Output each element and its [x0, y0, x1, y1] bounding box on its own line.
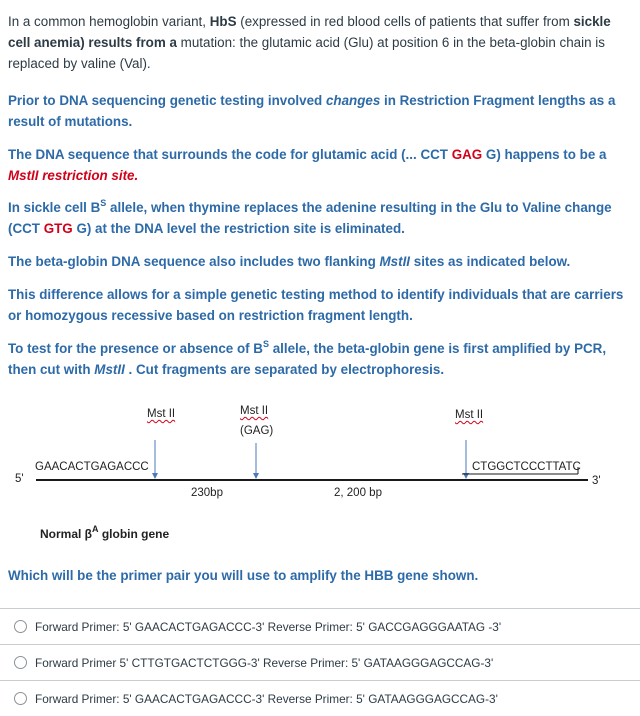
- p3-sup: S: [100, 197, 107, 208]
- p4-text-a: The beta-globin DNA sequence also includes two flanking: [8, 254, 380, 269]
- p6-mstii: MstII: [94, 362, 125, 377]
- paragraph-pcr: [8, 338, 632, 380]
- intro-text-4: mutation: the glutamic acid (Glu) at position 6 in the beta-globin chain is replaced by valine (Val).: [8, 35, 605, 71]
- p6-sup: S: [262, 338, 269, 349]
- site3-label: [455, 409, 483, 421]
- caption-text-b: globin gene: [98, 527, 170, 541]
- answer-option-2[interactable]: [0, 644, 640, 680]
- p2-mstii-site: MstII restriction site.: [8, 168, 139, 183]
- p3-text-b: allele, when thymine replaces the adenine resulting in the Glu to Valine change (CCT: [8, 200, 612, 236]
- hbs-term: HbS: [209, 14, 237, 29]
- site2-label-text: Mst II: [240, 405, 269, 417]
- paragraph-dna-sequence: [8, 144, 632, 186]
- p4-mstii: MstII: [379, 254, 411, 269]
- p4-text-c: sites as indicated below.: [410, 254, 571, 269]
- paragraph-rflp: [8, 90, 632, 132]
- answer-option-label: Forward Primer: 5' GAACACTGAGACCC-3' Reverse Primer: 5' GATAAGGGAGCCAG-3': [35, 691, 498, 706]
- p2-gag: GAG: [451, 147, 483, 162]
- p3-text-a: In sickle cell B: [8, 200, 101, 215]
- p6-text-b: allele, the beta-globin gene is first amplified by PCR, then cut with: [8, 341, 607, 377]
- radio-button[interactable]: [14, 656, 27, 669]
- site2-arrow-head: [253, 473, 259, 479]
- left-sequence: GAACACTGAGACCC: [35, 461, 149, 473]
- site1-label: [147, 408, 175, 420]
- answer-option-3[interactable]: [0, 680, 640, 716]
- gene-caption: [40, 524, 170, 541]
- question-text: Which will be the primer pair you will use to amplify the HBB gene shown.: [8, 568, 479, 583]
- paragraph-testing-method: [8, 284, 632, 326]
- radio-button[interactable]: [14, 692, 27, 705]
- radio-button[interactable]: [14, 620, 27, 633]
- p6-text-d: . Cut fragments are separated by electrophoresis.: [124, 362, 445, 377]
- p5-text: This difference allows for a simple genetic testing method to identify individuals that are carriers or homozygous recessive based on restriction fragment length.: [8, 287, 624, 323]
- three-prime-label: 3': [592, 475, 601, 487]
- fragment2-size: 2, 200 bp: [334, 487, 382, 499]
- right-sequence: CTGGCTCCCTTATC: [472, 461, 581, 473]
- site2-label: [240, 405, 268, 417]
- p6-text-a: To test for the presence or absence of B: [8, 341, 263, 356]
- paragraph-flanking-sites: [8, 251, 632, 272]
- caption-sup: A: [92, 524, 99, 534]
- answer-option-1[interactable]: [0, 608, 640, 644]
- caption-text-a: Normal β: [40, 527, 93, 541]
- site1-label-text: Mst II: [147, 408, 176, 420]
- intro-text-3: sickle cell anemia) results from a: [8, 14, 611, 50]
- five-prime-label: 5': [15, 473, 24, 485]
- answer-option-label: Forward Primer: 5' GAACACTGAGACCC-3' Reverse Primer: 5' GACCGAGGGAATAG -3': [35, 619, 502, 634]
- paragraph-sickle-allele: [8, 197, 632, 239]
- p1-text-a: Prior to DNA sequencing genetic testing involved: [8, 93, 326, 108]
- p3-gtg: GTG: [43, 221, 73, 236]
- p3-text-d: G) at the DNA level the restriction site is eliminated.: [72, 221, 405, 236]
- p1-changes: changes: [325, 93, 381, 108]
- intro-paragraph: [8, 11, 632, 74]
- p2-text-a: The DNA sequence that surrounds the code for glutamic acid (... CCT: [8, 147, 452, 162]
- fragment1-size: 230bp: [191, 487, 223, 499]
- p2-text-c: G) happens to be a: [482, 147, 607, 162]
- site2-sublabel: (GAG): [240, 425, 274, 437]
- intro-text-2: (expressed in red blood cells of patients that suffer from: [236, 14, 574, 29]
- site1-arrow-head: [152, 473, 158, 479]
- p1-text-c: in Restriction Fragment lengths as a result of mutations.: [8, 93, 616, 129]
- intro-text-1: In a common hemoglobin variant,: [8, 14, 210, 29]
- site3-label-text: Mst II: [455, 409, 484, 421]
- answer-option-label: Forward Primer 5' CTTGTGACTCTGGG-3' Reverse Primer: 5' GATAAGGGAGCCAG-3': [35, 655, 494, 670]
- answer-options: [0, 608, 640, 716]
